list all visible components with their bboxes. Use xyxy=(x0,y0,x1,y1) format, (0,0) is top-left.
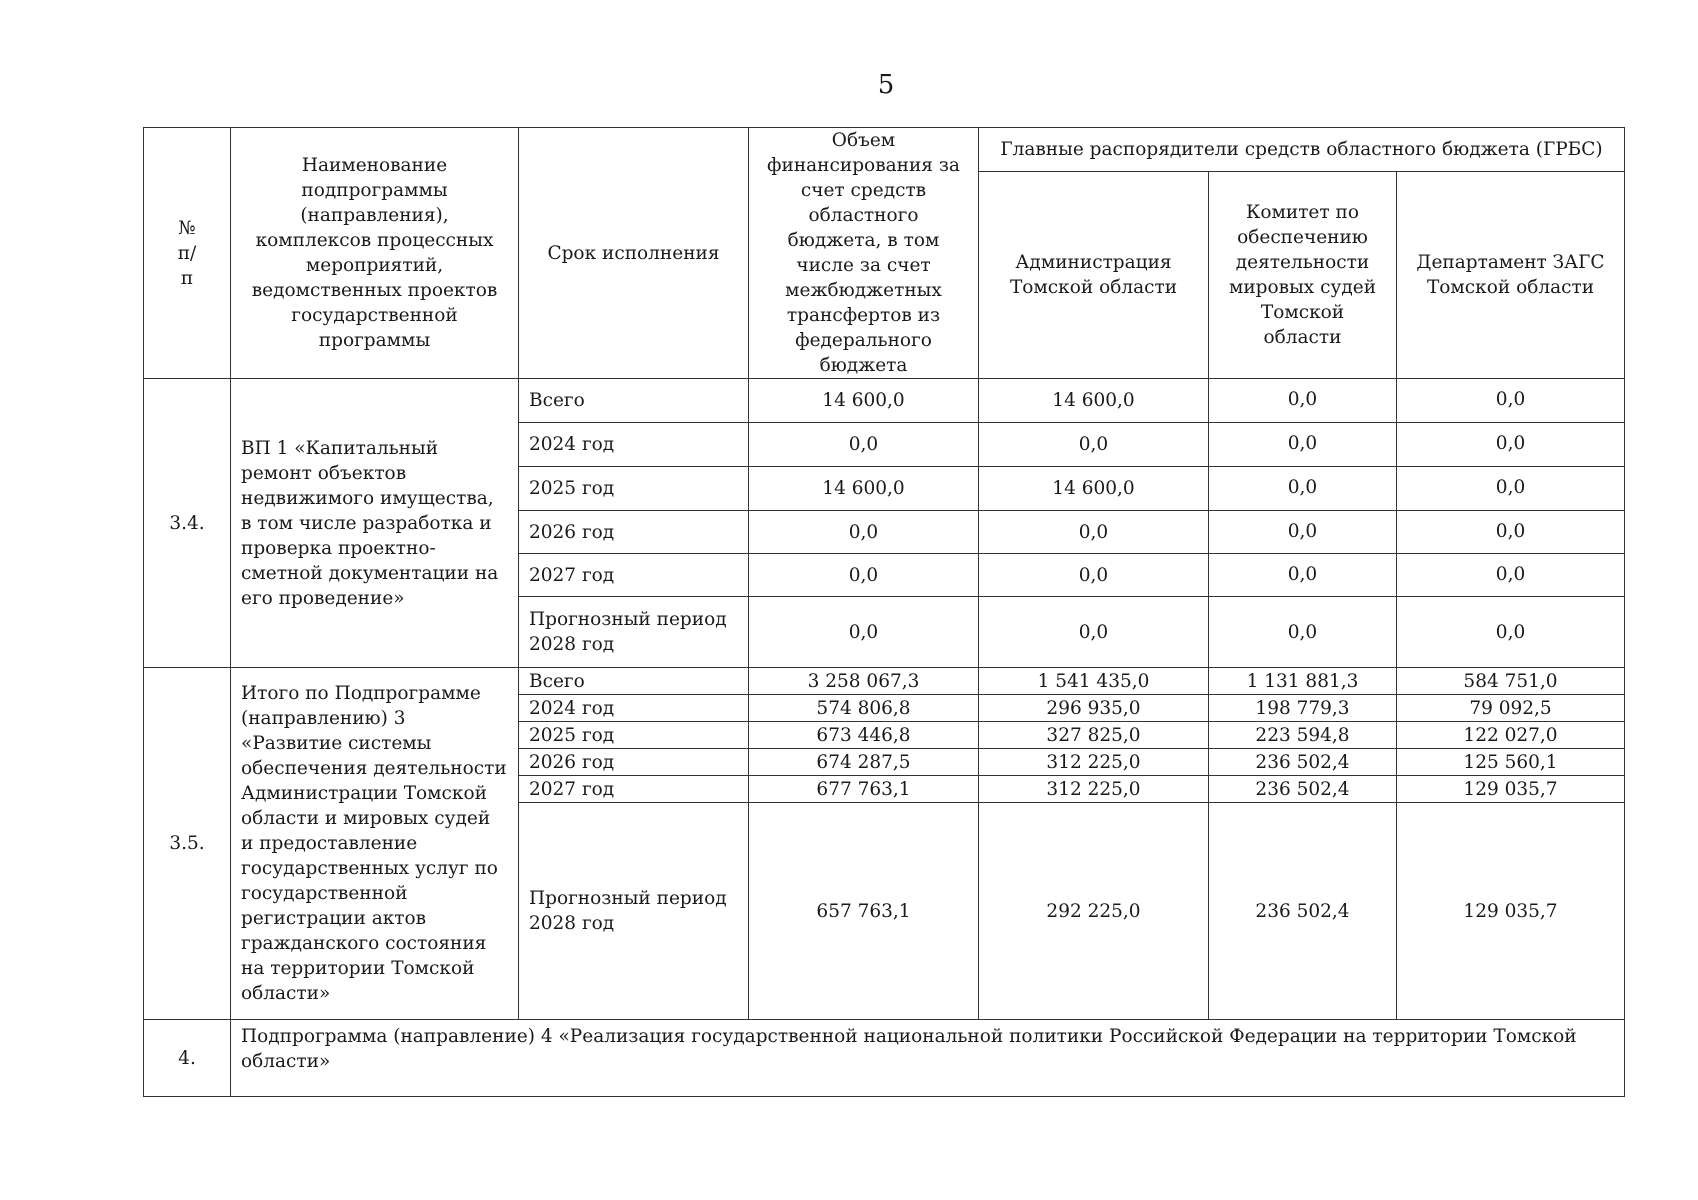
zags-cell: 0,0 xyxy=(1397,423,1625,467)
admin-cell: 0,0 xyxy=(979,554,1209,597)
term-cell: 2027 год xyxy=(519,776,749,803)
zags-cell: 79 092,5 xyxy=(1397,695,1625,722)
admin-cell: 312 225,0 xyxy=(979,776,1209,803)
volume-cell: 0,0 xyxy=(749,554,979,597)
admin-cell: 296 935,0 xyxy=(979,695,1209,722)
table-row xyxy=(144,668,1625,695)
section-name: Итого по Подпрограмме (направлению) 3 «Развитие системы обеспечения деятельности Администрации Томской области и мировых судей и предоставление государственных услуг по государственной регистрации актов гражданского состояния на территории Томской области» xyxy=(231,668,519,1020)
term-cell: Прогнозный период 2028 год xyxy=(519,597,749,668)
term-cell: 2025 год xyxy=(519,722,749,749)
volume-cell: 574 806,8 xyxy=(749,695,979,722)
header-admin: Администрация Томской области xyxy=(979,172,1209,379)
zags-cell: 0,0 xyxy=(1397,554,1625,597)
committee-cell: 236 502,4 xyxy=(1209,749,1397,776)
table-row xyxy=(144,379,1625,423)
header-row-1 xyxy=(144,128,1625,172)
volume-cell: 14 600,0 xyxy=(749,467,979,511)
committee-cell: 223 594,8 xyxy=(1209,722,1397,749)
zags-cell: 0,0 xyxy=(1397,379,1625,423)
header-term: Срок исполнения xyxy=(519,128,749,379)
header-volume: Объем финансирования за счет средств областного бюджета, в том числе за счет межбюджетных трансфертов из федерального бюджета xyxy=(749,128,979,379)
volume-cell: 657 763,1 xyxy=(749,803,979,1020)
volume-cell: 673 446,8 xyxy=(749,722,979,749)
zags-cell: 125 560,1 xyxy=(1397,749,1625,776)
volume-cell: 674 287,5 xyxy=(749,749,979,776)
admin-cell: 0,0 xyxy=(979,423,1209,467)
section-num: 3.4. xyxy=(144,379,231,668)
section-num: 4. xyxy=(144,1020,231,1097)
committee-cell: 0,0 xyxy=(1209,467,1397,511)
subprogram-4-title: Подпрограмма (направление) 4 «Реализация государственной национальной политики Российской Федерации на территории Томской области» xyxy=(231,1020,1625,1097)
volume-cell: 0,0 xyxy=(749,423,979,467)
term-cell: Всего xyxy=(519,668,749,695)
committee-cell: 236 502,4 xyxy=(1209,776,1397,803)
admin-cell: 1 541 435,0 xyxy=(979,668,1209,695)
admin-cell: 0,0 xyxy=(979,597,1209,668)
admin-cell: 0,0 xyxy=(979,511,1209,554)
budget-table xyxy=(143,127,1625,1097)
term-cell: 2026 год xyxy=(519,749,749,776)
admin-cell: 292 225,0 xyxy=(979,803,1209,1020)
header-num-text: № п/п xyxy=(177,217,197,289)
term-cell: 2024 год xyxy=(519,695,749,722)
committee-cell: 0,0 xyxy=(1209,554,1397,597)
header-name: Наименование подпрограммы (направления), комплексов процессных мероприятий, ведомственных проектов государственной программы xyxy=(231,128,519,379)
zags-cell: 584 751,0 xyxy=(1397,668,1625,695)
header-zags: Департамент ЗАГС Томской области xyxy=(1397,172,1625,379)
zags-cell: 122 027,0 xyxy=(1397,722,1625,749)
volume-cell: 677 763,1 xyxy=(749,776,979,803)
section-name: ВП 1 «Капитальный ремонт объектов недвижимого имущества, в том числе разработка и проверка проектно-сметной документации на его проведение» xyxy=(231,379,519,668)
term-cell: Прогнозный период 2028 год xyxy=(519,803,749,1020)
zags-cell: 129 035,7 xyxy=(1397,803,1625,1020)
page-number: 5 xyxy=(877,70,895,100)
volume-cell: 0,0 xyxy=(749,511,979,554)
term-cell: 2024 год xyxy=(519,423,749,467)
admin-cell: 327 825,0 xyxy=(979,722,1209,749)
term-cell: 2027 год xyxy=(519,554,749,597)
zags-cell: 0,0 xyxy=(1397,597,1625,668)
term-cell: 2026 год xyxy=(519,511,749,554)
header-grbs: Главные распорядители средств областного бюджета (ГРБС) xyxy=(979,128,1625,172)
committee-cell: 236 502,4 xyxy=(1209,803,1397,1020)
committee-cell: 0,0 xyxy=(1209,597,1397,668)
zags-cell: 0,0 xyxy=(1397,511,1625,554)
term-cell: 2025 год xyxy=(519,467,749,511)
committee-cell: 198 779,3 xyxy=(1209,695,1397,722)
volume-cell: 14 600,0 xyxy=(749,379,979,423)
admin-cell: 14 600,0 xyxy=(979,379,1209,423)
volume-cell: 0,0 xyxy=(749,597,979,668)
committee-cell: 0,0 xyxy=(1209,511,1397,554)
table-row xyxy=(144,1020,1625,1097)
section-num: 3.5. xyxy=(144,668,231,1020)
committee-cell: 0,0 xyxy=(1209,379,1397,423)
zags-cell: 129 035,7 xyxy=(1397,776,1625,803)
term-cell: Всего xyxy=(519,379,749,423)
committee-cell: 1 131 881,3 xyxy=(1209,668,1397,695)
admin-cell: 14 600,0 xyxy=(979,467,1209,511)
committee-cell: 0,0 xyxy=(1209,423,1397,467)
header-num xyxy=(144,128,231,379)
zags-cell: 0,0 xyxy=(1397,467,1625,511)
volume-cell: 3 258 067,3 xyxy=(749,668,979,695)
admin-cell: 312 225,0 xyxy=(979,749,1209,776)
header-committee: Комитет по обеспечению деятельности мировых судей Томской области xyxy=(1209,172,1397,379)
